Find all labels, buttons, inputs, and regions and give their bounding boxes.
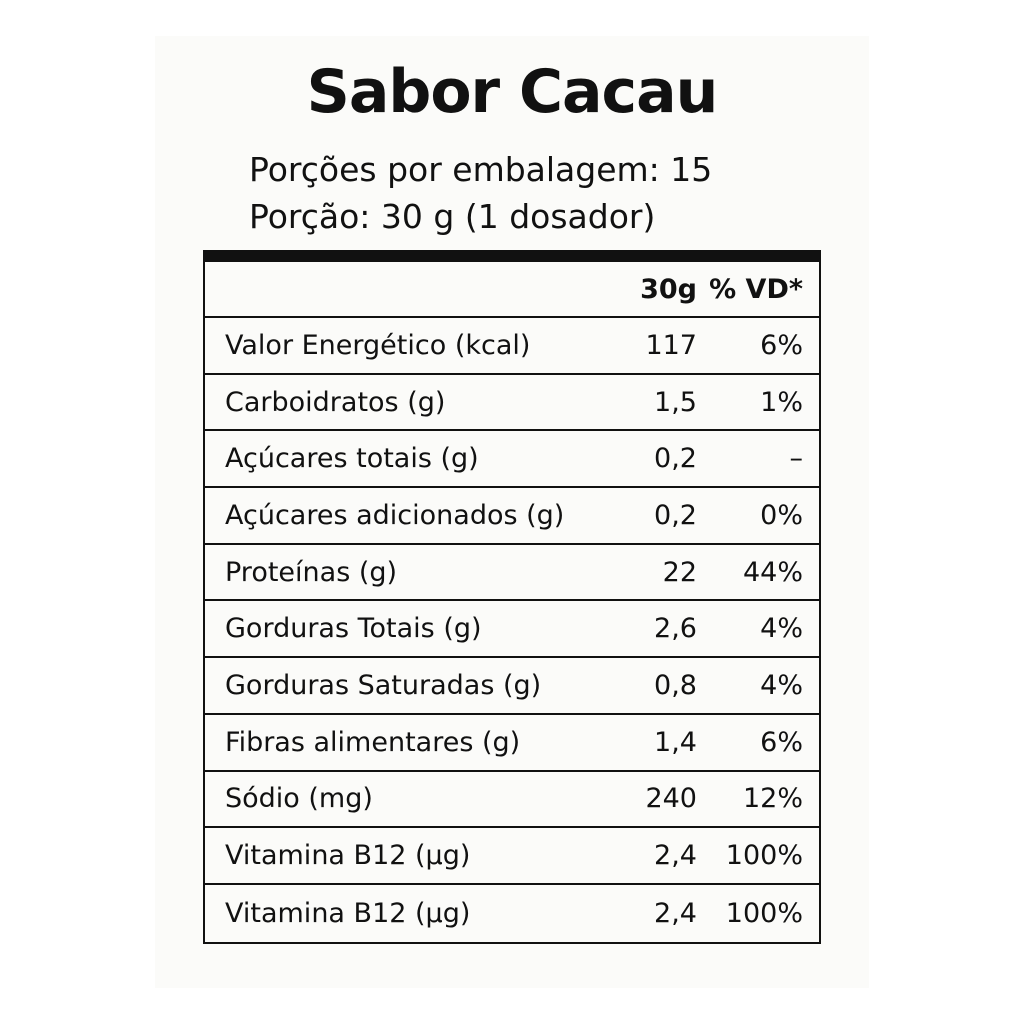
table-row xyxy=(205,545,819,602)
table-row xyxy=(205,772,819,829)
table-row xyxy=(205,828,819,885)
nutrient-name: Gorduras Saturadas (g) xyxy=(225,669,542,701)
product-title: Sabor Cacau xyxy=(306,57,718,127)
table-row xyxy=(205,658,819,715)
nutrient-daily-value: 4% xyxy=(760,669,803,701)
nutrient-daily-value: 6% xyxy=(760,329,803,361)
header-amount: 30g xyxy=(640,273,697,305)
nutrient-amount: 1,4 xyxy=(654,726,697,758)
nutrient-name: Proteínas (g) xyxy=(225,556,398,588)
nutrient-daily-value: 6% xyxy=(760,726,803,758)
table-header-row xyxy=(205,262,819,318)
nutrient-amount: 2,4 xyxy=(654,897,697,929)
nutrient-amount: 2,4 xyxy=(654,840,697,872)
portion-size: Porção: 30 g (1 dosador) xyxy=(249,197,656,236)
nutrient-amount: 22 xyxy=(662,556,697,588)
nutrient-name: Sódio (mg) xyxy=(225,783,373,815)
nutrient-daily-value: – xyxy=(789,443,803,475)
nutrient-daily-value: 12% xyxy=(742,783,803,815)
nutrient-amount: 1,5 xyxy=(654,386,697,418)
nutrient-daily-value: 44% xyxy=(742,556,803,588)
table-row xyxy=(205,431,819,488)
servings-per-package: Porções por embalagem: 15 xyxy=(249,150,713,189)
nutrient-amount: 0,8 xyxy=(654,669,697,701)
table-row xyxy=(205,375,819,432)
nutrient-daily-value: 4% xyxy=(760,613,803,645)
nutrient-daily-value: 100% xyxy=(725,840,803,872)
nutrient-daily-value: 1% xyxy=(760,386,803,418)
nutrient-amount: 240 xyxy=(645,783,697,815)
nutrition-table xyxy=(203,250,821,944)
header-daily-value: % VD* xyxy=(709,273,803,305)
table-row xyxy=(205,885,819,942)
nutrient-name: Vitamina B12 (µg) xyxy=(225,840,471,872)
nutrient-name: Açúcares adicionados (g) xyxy=(225,499,565,531)
table-row xyxy=(205,488,819,545)
nutrient-name: Fibras alimentares (g) xyxy=(225,726,521,758)
table-row xyxy=(205,601,819,658)
nutrient-daily-value: 100% xyxy=(725,897,803,929)
nutrient-name: Carboidratos (g) xyxy=(225,386,446,418)
table-row xyxy=(205,715,819,772)
nutrient-name: Gorduras Totais (g) xyxy=(225,613,482,645)
nutrient-amount: 117 xyxy=(645,329,697,361)
nutrient-amount: 0,2 xyxy=(654,499,697,531)
nutrient-name: Vitamina B12 (µg) xyxy=(225,897,471,929)
nutrient-name: Açúcares totais (g) xyxy=(225,443,479,475)
nutrient-amount: 0,2 xyxy=(654,443,697,475)
nutrient-amount: 2,6 xyxy=(654,613,697,645)
nutrient-daily-value: 0% xyxy=(760,499,803,531)
table-row xyxy=(205,318,819,375)
nutrient-name: Valor Energético (kcal) xyxy=(225,329,531,361)
